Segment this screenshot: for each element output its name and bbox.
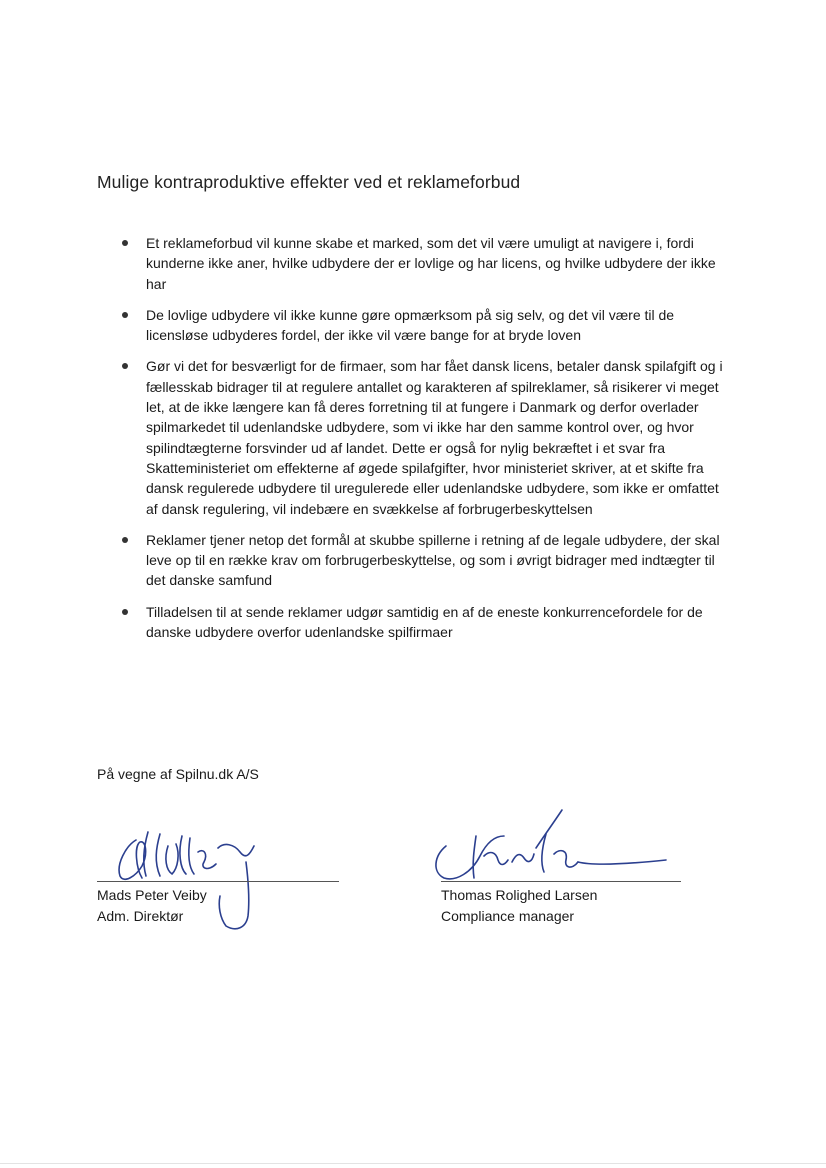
signature-line-veiby xyxy=(97,881,339,882)
signature-larsen-icon xyxy=(428,806,673,896)
on-behalf-line: På vegne af Spilnu.dk A/S xyxy=(97,766,259,782)
bullet-dot-icon xyxy=(122,240,128,246)
document-title: Mulige kontraproduktive effekter ved et reklameforbud xyxy=(97,172,521,192)
bullet-dot-icon xyxy=(122,363,128,369)
signatory-name: Thomas Rolighed Larsen xyxy=(441,887,598,903)
signatory-name: Mads Peter Veiby xyxy=(97,887,207,903)
list-item xyxy=(0,602,826,643)
bullet-dot-icon xyxy=(122,609,128,615)
list-item xyxy=(0,356,826,518)
bullet-dot-icon xyxy=(122,537,128,543)
bullet-dot-icon xyxy=(122,312,128,318)
bullet-text: Et reklameforbud vil kunne skabe et marked, som det vil være umuligt at navigere i, fordi kunderne ikke aner, hvilke udbydere der er lovlige og har licens, og hvilke udbydere der ikke har xyxy=(146,235,716,292)
list-item xyxy=(0,530,826,591)
bullet-text: Tilladelsen til at sende reklamer udgør samtidig en af de eneste konkurrencefordele for de danske udbydere overfor udenlandske spilfirmaer xyxy=(146,603,703,641)
page-bottom-divider xyxy=(0,1163,826,1164)
bullet-text: De lovlige udbydere vil ikke kunne gøre opmærksom på sig selv, og det vil være til de licensløse udbyderes fordel, der ikke vil være bange for at bryde loven xyxy=(146,306,675,344)
bullet-text: Gør vi det for besværligt for de firmaer, som har fået dansk licens, betaler dansk spilafgift og i fællesskab bidrager til at regulere antallet og karakteren af spilreklamer, så risikerer vi meget let, at de ikke længere kan få deres forretning til at fungere i Danmark og derfor overlader spilmarkedet til udenlandske udbydere, som vi ikke har den samme kontrol over, og hvor spilindtægterne forsvinder ud af landet. Dette er også for nylig bekræftet i et svar fra Skatteministeriet om effekterne af øgede spilafgifter, hvor ministeriet skriver, at et skifte fra dansk regulerede udbydere til uregulerede eller udenlandske udbydere, som ikke er omfattet af dansk regulering, vil indebære en svækkelse af forbrugerbeskyttelsen xyxy=(146,358,723,517)
signatory-veiby xyxy=(97,885,207,926)
signatory-role: Compliance manager xyxy=(441,907,575,924)
signature-line-larsen xyxy=(441,881,681,882)
signatory-role: Adm. Direktør xyxy=(97,907,184,924)
list-item xyxy=(0,305,826,346)
bullet-text: Reklamer tjener netop det formål at skubbe spillerne i retning af de legale udbydere, der skal leve op til en række krav om forbrugerbeskyttelse, og som i øvrigt bidrager med indtægter til det danske samfund xyxy=(146,531,720,589)
bullet-list xyxy=(0,233,826,653)
list-item xyxy=(0,233,826,294)
signatory-larsen xyxy=(441,885,597,926)
